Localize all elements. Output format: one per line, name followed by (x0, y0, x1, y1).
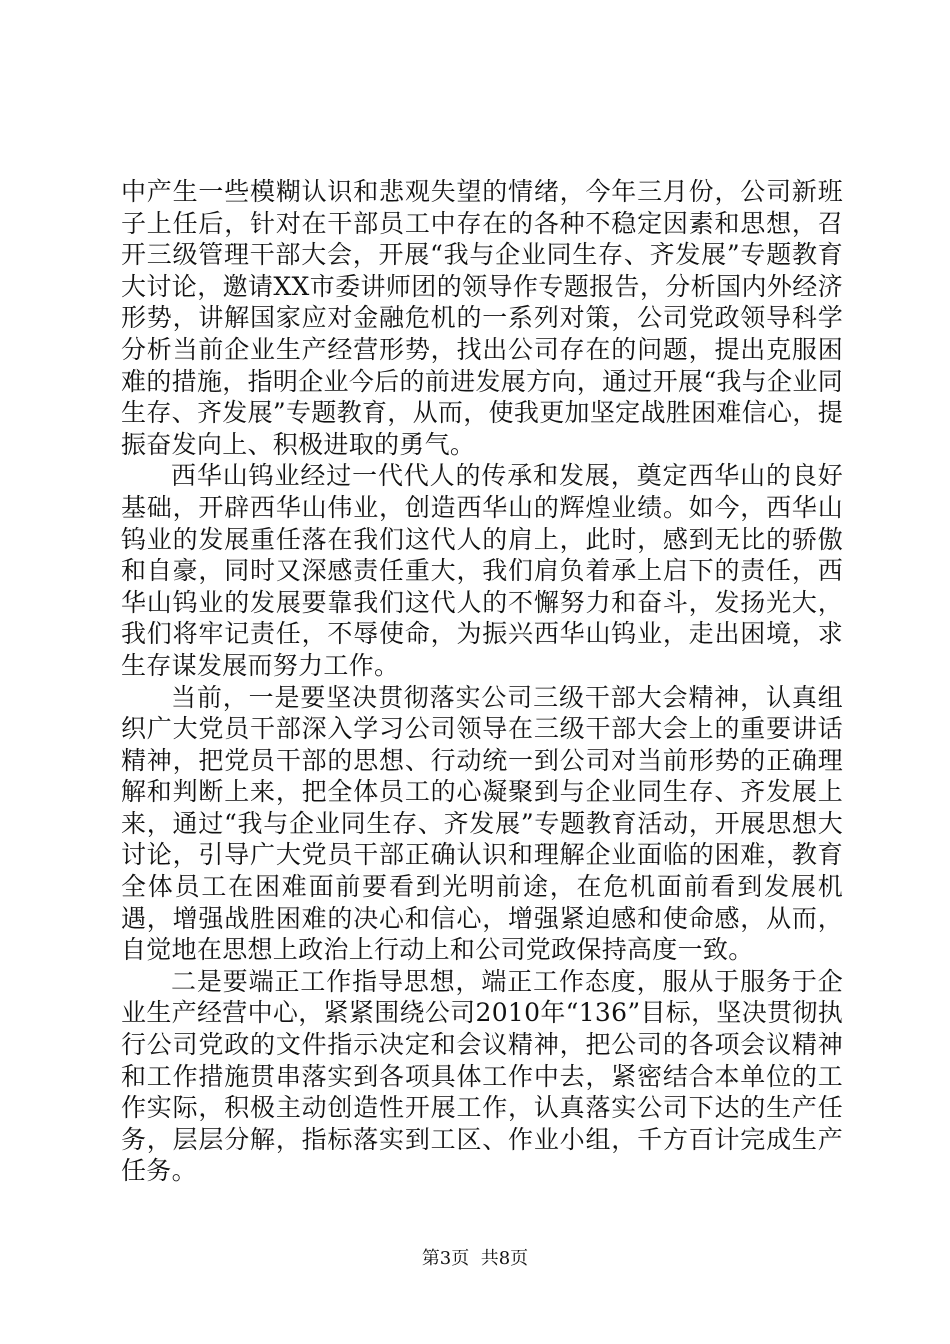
paragraph-4: 二是要端正工作指导思想，端正工作态度，服从于服务于企业生产经营中心，紧紧围绕公司2010年“136”目标，坚决贯彻执行公司党政的文件指示决定和会议精神，把公司的各项会议精神和工作措施贯串落实到各项具体工作中去，紧密结合本单位的工作实际，积极主动创造性开展工作，认真落实公司下达的生产任务，层层分解，指标落实到工区、作业小组，千方百计完成生产任务。 (121, 966, 843, 1186)
paragraph-3: 当前，一是要坚决贯彻落实公司三级干部大会精神，认真组织广大党员干部深入学习公司领导在三级干部大会上的重要讲话精神，把党员干部的思想、行动统一到公司对当前形势的正确理解和判断上来，把全体员工的心凝聚到与企业同生存、齐发展上来，通过“我与企业同生存、齐发展”专题教育活动，开展思想大讨论，引导广大党员干部正确认识和理解企业面临的困难，教育全体员工在困难面前要看到光明前途，在危机面前看到发展机遇，增强战胜困难的决心和信心，增强紧迫感和使命感，从而，自觉地在思想上政治上行动上和公司党政保持高度一致。 (121, 682, 843, 965)
document-body (121, 176, 843, 1187)
paragraph-1: 中产生一些模糊认识和悲观失望的情绪，今年三月份，公司新班子上任后，针对在干部员工中存在的各种不稳定因素和思想，召开三级管理干部大会，开展“我与企业同生存、齐发展”专题教育大讨论，邀请XX市委讲师团的领导作专题报告，分析国内外经济形势，讲解国家应对金融危机的一系列对策，公司党政领导科学分析当前企业生产经营形势，找出公司存在的问题，提出克服困难的措施，指明企业今后的前进发展方向，通过开展“我与企业同生存、齐发展”专题教育，从而，使我更加坚定战胜困难信心，提振奋发向上、积极进取的勇气。 (121, 177, 843, 459)
paragraph-2: 西华山钨业经过一代代人的传承和发展，奠定西华山的良好基础，开辟西华山伟业，创造西华山的辉煌业绩。如今，西华山钨业的发展重任落在我们这代人的肩上，此时，感到无比的骄傲和自豪，同时又深感责任重大，我们肩负着承上启下的责任，西华山钨业的发展要靠我们这代人的不懈努力和奋斗，发扬光大，我们将牢记责任，不辱使命，为振兴西华山钨业，走出困境，求生存谋发展而努力工作。 (121, 461, 843, 680)
page-number-footer: 第3页 共8页 (421, 1248, 529, 1269)
